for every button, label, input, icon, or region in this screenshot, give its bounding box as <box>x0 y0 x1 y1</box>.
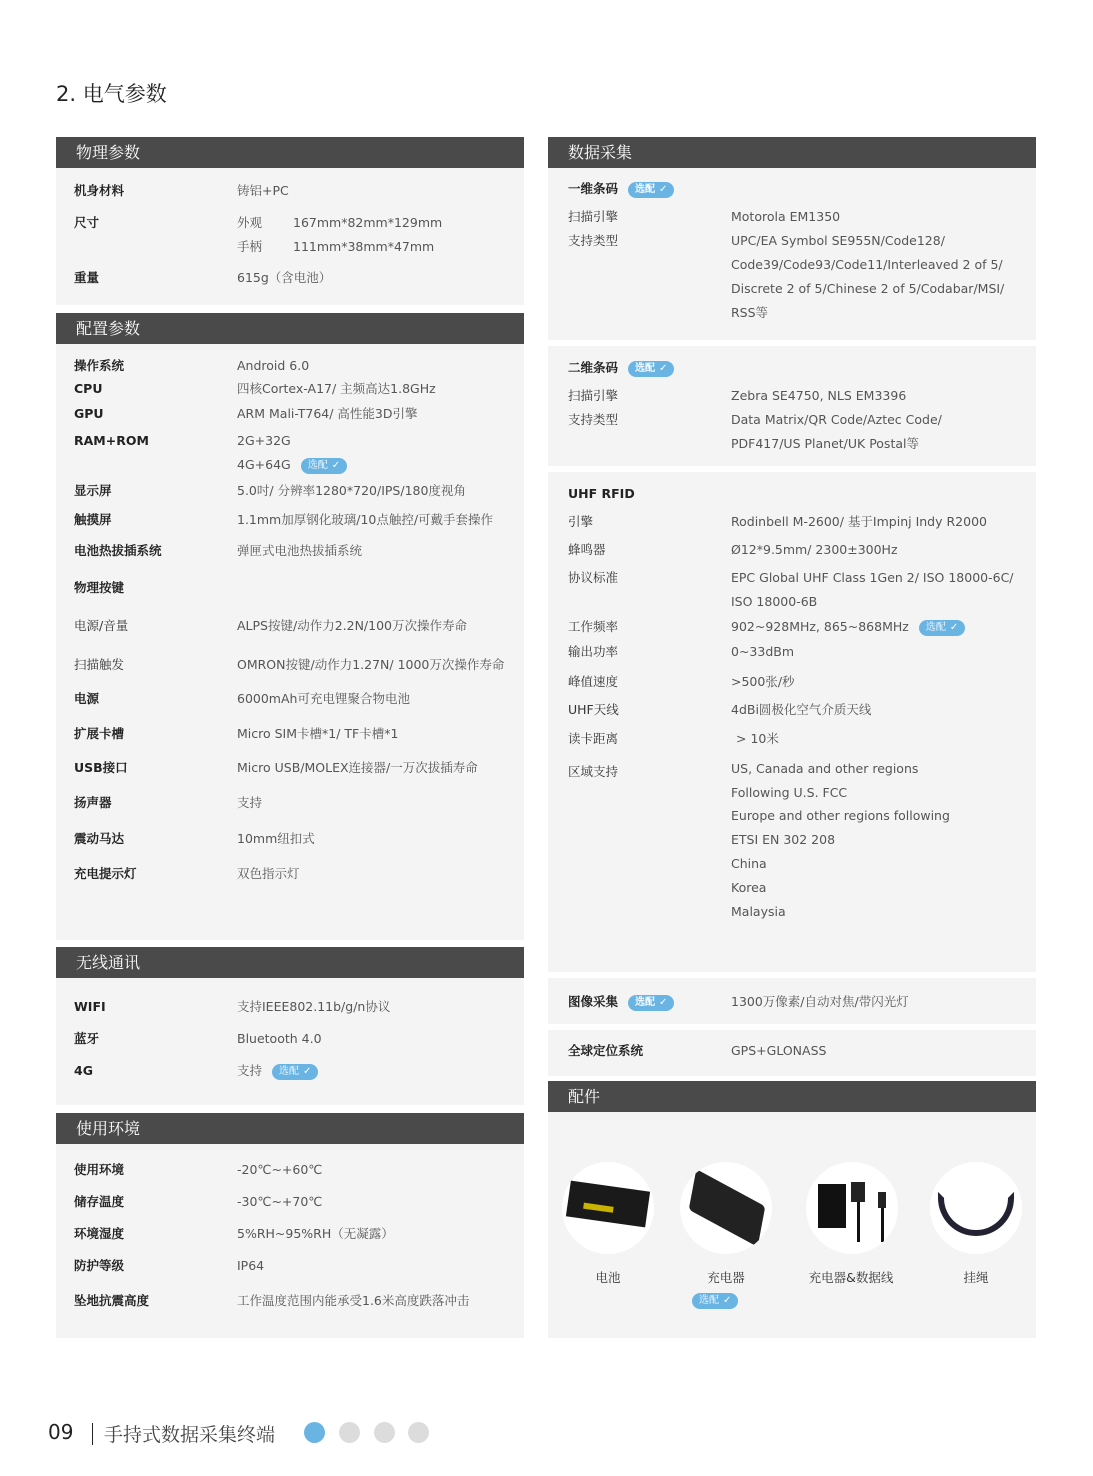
label: 扫描引擎 <box>568 388 619 403</box>
value: ETSI EN 302 208 <box>731 832 836 847</box>
wireless-panel <box>56 978 524 1105</box>
charger-cable-image <box>806 1162 898 1254</box>
value: 铸铝+PC <box>237 183 289 198</box>
value: 5.0吋/ 分辨率1280*720/IPS/180度视角 <box>237 483 466 498</box>
value: 111mm*38mm*47mm <box>293 239 435 254</box>
footer-title: 手持式数据采集终端 <box>104 1424 276 1446</box>
divider <box>92 1423 93 1445</box>
label: 扫描引擎 <box>568 209 619 224</box>
value: RSS等 <box>731 305 769 320</box>
label: 物理按键 <box>74 580 125 595</box>
label: 触摸屏 <box>74 512 112 527</box>
label: 蓝牙 <box>74 1031 100 1046</box>
label: 扩展卡槽 <box>74 726 125 741</box>
label: 操作系统 <box>74 358 125 373</box>
value: Motorola EM1350 <box>731 209 841 224</box>
physical-panel <box>56 168 524 305</box>
value: 2G+32G <box>237 433 291 448</box>
value: 4dBi圆极化空气介质天线 <box>731 702 872 717</box>
label: 电池热拔插系统 <box>74 543 162 558</box>
check-icon: ✓ <box>303 1065 312 1077</box>
value: Bluetooth 4.0 <box>237 1031 322 1046</box>
uhf-rfid-panel <box>548 472 1036 972</box>
label: 扬声器 <box>74 795 112 810</box>
label: 坠地抗震高度 <box>74 1293 150 1308</box>
page-dot-active <box>304 1422 325 1443</box>
check-icon: ✓ <box>659 183 668 195</box>
value: 支持 选配 ✓ <box>237 1062 318 1080</box>
label: UHF天线 <box>568 702 619 717</box>
config-panel <box>56 344 524 940</box>
label: 环境湿度 <box>74 1226 125 1241</box>
charger-image <box>680 1162 772 1254</box>
section-header-wireless: 无线通讯 <box>56 947 524 978</box>
value: 5%RH~95%RH（无凝露） <box>237 1226 394 1241</box>
value: -30℃~+70℃ <box>237 1194 323 1209</box>
accessory-label: 电池 <box>595 1270 621 1285</box>
barcode-2d-panel <box>548 346 1036 466</box>
value: 902~928MHz, 865~868MHz 选配 ✓ <box>731 618 965 636</box>
value: -20℃~+60℃ <box>237 1162 323 1177</box>
label: WIFI <box>74 999 106 1014</box>
label: 引擎 <box>568 514 594 529</box>
value: Korea <box>731 880 767 895</box>
value: 0~33dBm <box>731 644 795 659</box>
label: USB接口 <box>74 760 128 775</box>
value: IP64 <box>237 1258 265 1273</box>
label: 4G <box>74 1063 93 1078</box>
section-header-data: 数据采集 <box>548 137 1036 168</box>
optional-badge: 选配 ✓ <box>628 995 674 1011</box>
page-number: 09 <box>48 1420 74 1444</box>
label: 电源 <box>74 691 100 706</box>
value: Rodinbell M-2600/ 基于Impinj Indy R2000 <box>731 514 987 529</box>
label: 蜂鸣器 <box>568 542 606 557</box>
value: China <box>731 856 767 871</box>
check-icon: ✓ <box>949 621 959 633</box>
value: 外观 <box>237 215 263 230</box>
check-icon: ✓ <box>659 996 668 1008</box>
value: Following U.S. FCC <box>731 785 848 800</box>
label: 电源/音量 <box>74 618 129 633</box>
page-title: 2. 电气参数 <box>56 82 167 106</box>
value: ISO 18000-6B <box>731 594 818 609</box>
page-dot <box>408 1422 429 1443</box>
value: Zebra SE4750, NLS EM3396 <box>731 388 907 403</box>
image-capture-panel <box>548 978 1036 1024</box>
label: 工作频率 <box>568 619 619 634</box>
label: 区域支持 <box>568 764 619 779</box>
lanyard-image <box>930 1162 1022 1254</box>
value: 工作温度范围内能承受1.6米高度跌落冲击 <box>237 1293 470 1308</box>
value: 支持 <box>237 795 263 810</box>
value: 6000mAh可充电锂聚合物电池 <box>237 691 410 706</box>
value: 615g（含电池） <box>237 270 332 285</box>
label: 显示屏 <box>74 483 112 498</box>
label: 图像采集 选配 ✓ <box>568 993 674 1011</box>
label: 读卡距离 <box>568 731 619 746</box>
label: 支持类型 <box>568 412 619 427</box>
value: Discrete 2 of 5/Chinese 2 of 5/Codabar/MSI/ <box>731 281 1005 296</box>
battery-image <box>562 1162 654 1254</box>
label: 协议标准 <box>568 570 619 585</box>
optional-badge: 选配 ✓ <box>272 1064 318 1080</box>
value: 手柄 <box>237 239 263 254</box>
check-icon: ✓ <box>659 362 668 374</box>
value: US, Canada and other regions <box>731 761 919 776</box>
value: ARM Mali-T764/ 高性能3D引擎 <box>237 406 418 421</box>
environment-panel <box>56 1144 524 1338</box>
label: 二维条码 选配 ✓ <box>568 359 674 377</box>
value: 支持IEEE802.11b/g/n协议 <box>237 999 391 1014</box>
label: 峰值速度 <box>568 674 619 689</box>
value: GPS+GLONASS <box>731 1043 827 1058</box>
label: 尺寸 <box>74 215 100 230</box>
optional-badge: 选配 ✓ <box>628 182 674 198</box>
label: 防护等级 <box>74 1258 125 1273</box>
optional-badge: 选配 ✓ <box>919 620 965 636</box>
label: GPU <box>74 406 104 421</box>
value: Ø12*9.5mm/ 2300±300Hz <box>731 542 898 557</box>
value: Malaysia <box>731 904 786 919</box>
page-dot <box>374 1422 395 1443</box>
value: OMRON按键/动作力1.27N/ 1000万次操作寿命 <box>237 657 505 672</box>
section-header-physical: 物理参数 <box>56 137 524 168</box>
accessory-label: 充电器 <box>707 1270 745 1285</box>
label: 支持类型 <box>568 233 619 248</box>
label: 一维条码 选配 ✓ <box>568 180 674 198</box>
label: 扫描触发 <box>74 657 125 672</box>
value: 167mm*82mm*129mm <box>293 215 443 230</box>
label: 储存温度 <box>74 1194 125 1209</box>
value: 1.1mm加厚钢化玻璃/10点触控/可戴手套操作 <box>237 512 494 527</box>
value: ALPS按键/动作力2.2N/100万次操作寿命 <box>237 618 467 633</box>
optional-badge: 选配 ✓ <box>692 1291 738 1309</box>
label: 输出功率 <box>568 644 619 659</box>
value: 4G+64G 选配 ✓ <box>237 456 347 474</box>
value: Europe and other regions following <box>731 808 950 823</box>
gps-panel <box>548 1030 1036 1076</box>
value: 双色指示灯 <box>237 866 300 881</box>
check-icon: ✓ <box>723 1294 732 1306</box>
section-header-accessories: 配件 <box>548 1081 1036 1112</box>
value: 1300万像素/自动对焦/带闪光灯 <box>731 994 909 1009</box>
value: 弹匣式电池热拔插系统 <box>237 543 363 558</box>
label: 重量 <box>74 270 100 285</box>
accessory-label: 充电器&数据线 <box>808 1270 894 1285</box>
section-header-environment: 使用环境 <box>56 1113 524 1144</box>
value: 四核Cortex-A17/ 主频高达1.8GHz <box>237 381 436 396</box>
value: 10mm纽扣式 <box>237 831 315 846</box>
label: 震动马达 <box>74 831 125 846</box>
page-dot <box>339 1422 360 1443</box>
value: Micro SIM卡槽*1/ TF卡槽*1 <box>237 726 399 741</box>
value: Micro USB/MOLEX连接器/一万次拔插寿命 <box>237 760 478 775</box>
value: UPC/EA Symbol SE955N/Code128/ <box>731 233 945 248</box>
optional-badge: 选配 ✓ <box>301 458 347 474</box>
label: 全球定位系统 <box>568 1043 644 1058</box>
value: PDF417/US Planet/UK Postal等 <box>731 436 919 451</box>
accessory-label: 挂绳 <box>963 1270 989 1285</box>
label: RAM+ROM <box>74 433 149 448</box>
value: Code39/Code93/Code11/Interleaved 2 of 5/ <box>731 257 1003 272</box>
accessories-panel <box>548 1112 1036 1338</box>
label: 使用环境 <box>74 1162 125 1177</box>
label: 充电提示灯 <box>74 866 137 881</box>
value: EPC Global UHF Class 1Gen 2/ ISO 18000-6C/ <box>731 570 1014 585</box>
section-header-config: 配置参数 <box>56 313 524 344</box>
value: >500张/秒 <box>731 674 795 689</box>
barcode-1d-panel <box>548 168 1036 340</box>
value: Android 6.0 <box>237 358 310 373</box>
check-icon: ✓ <box>331 459 341 471</box>
optional-badge: 选配 ✓ <box>628 361 674 377</box>
value: Data Matrix/QR Code/Aztec Code/ <box>731 412 942 427</box>
label: CPU <box>74 381 103 396</box>
label: 机身材料 <box>74 183 125 198</box>
value: > 10米 <box>736 731 779 746</box>
label: UHF RFID <box>568 486 635 501</box>
